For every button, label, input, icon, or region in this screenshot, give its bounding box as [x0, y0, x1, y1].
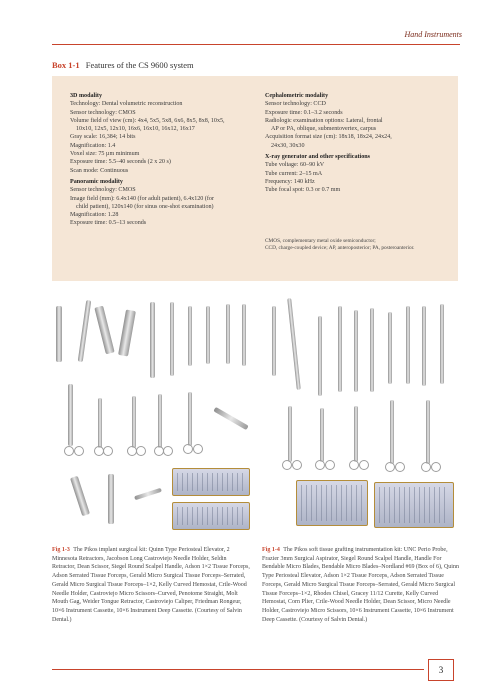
- spec-line: Sensor technology: CMOS: [70, 187, 136, 194]
- instrument-image: [193, 444, 203, 454]
- instrument-image: [242, 304, 246, 366]
- instrument-image: [320, 408, 324, 462]
- box-number: Box 1-1: [52, 60, 80, 70]
- figure-1-3-photo: [52, 296, 254, 534]
- instrument-image: [292, 460, 302, 470]
- abbreviations-note: [265, 238, 445, 252]
- spec-line: Tube focal spot: 0.3 or 0.7 mm: [265, 187, 341, 194]
- instrument-image: [78, 300, 92, 362]
- figure-1-4-caption: [262, 546, 460, 624]
- instrument-image: [118, 309, 136, 356]
- instrument-image: [318, 316, 322, 396]
- instrument-image: [421, 462, 431, 472]
- instrument-image: [136, 446, 146, 456]
- instrument-image: [354, 406, 358, 462]
- instrument-image: [170, 302, 174, 376]
- instrument-deep-cassette: [374, 482, 454, 528]
- instrument-image: [98, 398, 102, 448]
- instrument-cassette: [172, 468, 250, 496]
- instrument-image: [325, 460, 335, 470]
- spec-line: Volume field of view (cm): 4x4, 5x5, 5x8, 6x6, 8x5, 8x8, 10x5,: [70, 117, 225, 124]
- figure-caption-text: The Pikos soft tissue grafting instrumentation kit: UNC Perio Probe, Frazier 3mm Surgical Aspirator, Siegel Round Scalpel Handle, Handle For Bendable Micro Blades, Bendable Micro Blades–Nordland #69 (Box of 6), Quinn Type Periosteal Elevator, Adson 1×2 Tissue Forceps, Adson Serrated Tissue Forceps, Gerald Micro Surgical Tissue Forceps–Serrated, Gerald Micro Surgical Tissue Forceps–1×2, Rhodes Chisel, Gracey 11/12 Curette, Kelly Curved Hemostat, Corn Plier, Crile-Wood Needle Holder, Dean Scissor, Micro Needle Holder, Castroviejo Micro Scissors, 10×6 Instrument Cassette, 10×6 Instrument Deep Cassette. (Courtesy of Salvin Dental.): [262, 547, 459, 623]
- instrument-image: [94, 306, 114, 355]
- header-rule: [52, 44, 460, 45]
- instrument-image: [359, 460, 369, 470]
- figure-caption-text: The Pikos implant surgical kit: Quinn Type Periosteal Elevator, 2 Minnesota Retractors, Jacobson Long Castroviejo Needle Holder, Seldin Retractor, Dean Scissor, Siegel Round Scalpel Handle, Adson 1×2 Tissue Forceps, Adson Serrated Tissue Forceps, Gerald Micro Surgical Tissue Forceps–Serrated, Gerald Micro Surgical Tissue Forceps–1×2, Kelly Curved Hemostat, Crile-Wood Needle Holder, Castroviejo Micro Scissors–Curved, Penotome Straight, Molt Mouth Gag, Weider Tongue Retractor, Castroviejo Caliper, Friedman Rongeur, 10×6 Instrument Cassette, 10×6 Instrument Deep Cassette. (Courtesy of Salvin Dental.): [52, 547, 250, 623]
- spec-line: Scan mode: Continuous: [70, 167, 129, 174]
- box-title-text: Features of the CS 9600 system: [85, 60, 194, 70]
- instrument-image: [74, 446, 84, 456]
- instrument-image: [103, 446, 113, 456]
- instrument-image: [338, 306, 342, 392]
- instrument-cassette: [296, 480, 368, 526]
- instrument-image: [370, 308, 374, 392]
- instrument-image: [70, 476, 90, 517]
- spec-line: 10x10, 12x5, 12x10, 16x6, 16x10, 16x12, 16x17: [76, 126, 195, 133]
- instrument-image: [163, 446, 173, 456]
- spec-line: Tube current: 2–15 mA: [265, 170, 323, 177]
- instrument-image: [282, 460, 292, 470]
- instrument-image: [272, 306, 276, 376]
- instrument-image: [315, 460, 325, 470]
- spec-line: Frequency: 140 kHz: [265, 178, 315, 185]
- figure-1-4-photo: [262, 296, 460, 534]
- instrument-image: [68, 384, 73, 446]
- box-left-column: [70, 92, 260, 228]
- spec-line: child patient), 120x140 (for sinus one-shot examination): [76, 203, 214, 210]
- instrument-image: [64, 446, 74, 456]
- footer-rule: [52, 669, 424, 670]
- instrument-image: [431, 462, 441, 472]
- instrument-image: [406, 306, 410, 384]
- abbreviation-line: CMOS, complementary metal oxide semiconductor;: [265, 238, 376, 244]
- section-heading: Panoramic modality: [70, 178, 123, 185]
- page-number: 3: [428, 659, 454, 681]
- instrument-image: [440, 304, 444, 384]
- section-heading: 3D modality: [70, 93, 102, 99]
- instrument-image: [188, 392, 192, 446]
- spec-line: Sensor technology: CMOS: [70, 109, 136, 116]
- spec-line: AP or PA, oblique, submentovertex, carpus: [271, 126, 377, 133]
- spec-line: Exposure time: 0.1–3.2 seconds: [265, 109, 343, 116]
- instrument-deep-cassette: [172, 502, 250, 530]
- instrument-image: [385, 462, 395, 472]
- instrument-image: [349, 460, 359, 470]
- spec-line: Exposure time: 0.5–13 seconds: [70, 220, 147, 227]
- instrument-image: [354, 310, 358, 392]
- spec-line: Tube voltage: 60–90 kV: [265, 162, 325, 169]
- box-right-column: [265, 92, 445, 195]
- spec-line: 24x30, 30x30: [271, 142, 305, 149]
- instrument-image: [395, 462, 405, 472]
- header-title: Hand Instruments: [404, 30, 462, 39]
- instrument-image: [188, 306, 192, 366]
- spec-line: Radiologic examination options: Lateral, frontal: [265, 117, 383, 124]
- instrument-image: [183, 444, 193, 454]
- instrument-image: [422, 306, 426, 386]
- instrument-image: [132, 396, 136, 448]
- instrument-image: [158, 394, 162, 448]
- spec-line: Technology: Dental volumetric reconstruction: [70, 101, 183, 108]
- figure-label: Fig 1-4: [262, 547, 280, 553]
- section-heading: X-ray generator and other specifications: [265, 154, 371, 161]
- instrument-image: [134, 488, 162, 500]
- figure-label: Fig 1-3: [52, 547, 70, 553]
- instrument-image: [56, 306, 62, 362]
- instrument-image: [213, 407, 248, 430]
- spec-line: Magnification: 1.28: [70, 212, 119, 219]
- spec-line: Gray scale: 16,384; 14 bits: [70, 134, 136, 141]
- abbreviation-line: CCD, charge-coupled device; AP, anteroposterior; PA, posteroanterior.: [265, 245, 415, 252]
- instrument-image: [426, 400, 430, 464]
- figure-1-3-caption: [52, 546, 250, 624]
- spec-line: Acquisition format size (cm): 18x18, 18x24, 24x24,: [265, 134, 392, 141]
- instrument-image: [226, 304, 230, 364]
- instrument-image: [206, 306, 210, 364]
- instrument-image: [390, 400, 394, 464]
- instrument-image: [150, 302, 155, 378]
- instrument-image: [108, 474, 114, 524]
- spec-line: Magnification: 1.4: [70, 142, 116, 149]
- box-title: [52, 60, 194, 70]
- instrument-image: [288, 406, 292, 462]
- features-box: [52, 76, 458, 281]
- spec-line: Sensor technology: CCD: [265, 101, 326, 108]
- instrument-image: [287, 298, 301, 390]
- instrument-image: [388, 312, 392, 384]
- spec-line: Image field (mm): 6.4x140 (for adult patient), 6.4x120 (for: [70, 195, 215, 202]
- section-heading: Cephalometric modality: [265, 93, 329, 99]
- spec-line: Exposure time: 5.5–40 seconds (2 x 20 s): [70, 159, 171, 166]
- spec-line: Voxel size: 75 µm minimum: [70, 151, 140, 158]
